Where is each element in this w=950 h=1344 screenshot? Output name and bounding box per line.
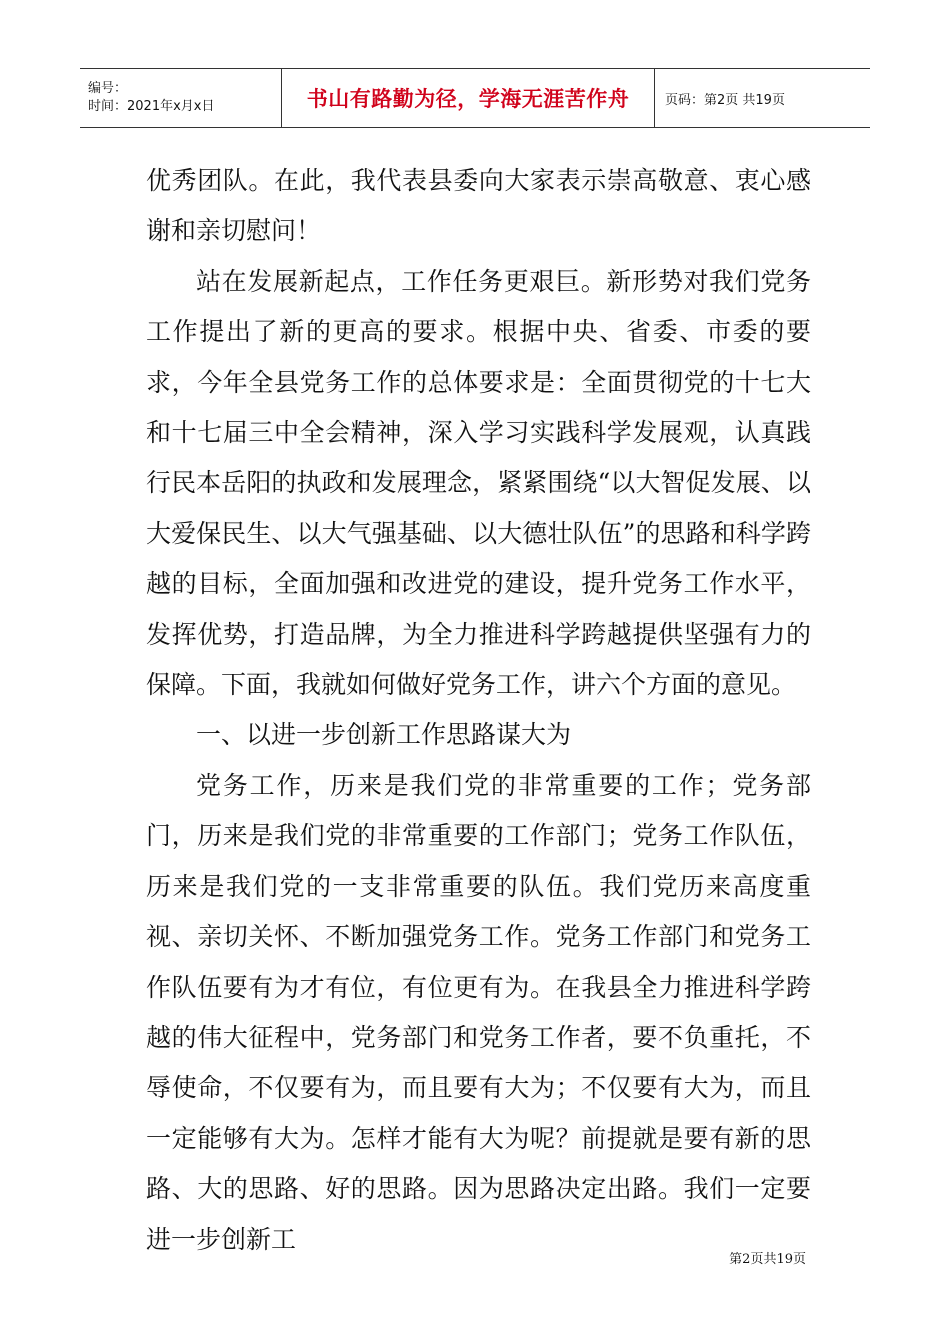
date-label: 时间：2021年x月x日	[88, 99, 215, 114]
section-heading: 一、以进一步创新工作思路谋大为	[196, 720, 572, 750]
page-footer: 第2页共19页	[729, 1252, 806, 1267]
serial-number-label: 编号：	[88, 81, 128, 96]
header-motto-cell	[282, 69, 655, 127]
paragraph: 党务工作，历来是我们党的非常重要的工作；党务部门，历来是我们党的非常重要的工作部门；党务工作队伍，历来是我们党的一支非常重要的队伍。我们党历来高度重视、亲切关怀、不断加强党务工作。党务工作部门和党务工作队伍要有为才有位，有位更有为。在我县全力推进科学跨越的伟大征程中，党务部门和党务工作者，要不负重托，不辱使命，不仅要有为，而且要有大为；不仅要有大为，而且一定能够有大为。怎样才能有大为呢？前提就是要有新的思路、大的思路、好的思路。因为思路决定出路。我们一定要进一步创新工	[146, 770, 811, 1254]
paragraph: 站在发展新起点，工作任务更艰巨。新形势对我们党务工作提出了新的更高的要求。根据中央、省委、市委的要求，今年全县党务工作的总体要求是：全面贯彻党的十七大和十七届三中全会精神，深入学习实践科学发展观，认真践行民本岳阳的执政和发展理念，紧紧围绕“以大智促发展、以大爱保民生、以大气强基础、以大德壮队伍”的思路和科学跨越的目标，全面加强和改进党的建设，提升党务工作水平，发挥优势，打造品牌，为全力推进科学跨越提供坚强有力的保障。下面，我就如何做好党务工作，讲六个方面的意见。	[146, 266, 811, 700]
header-page-cell	[655, 69, 870, 127]
header-meta	[80, 69, 282, 127]
header-motto: 书山有路勤为径，学海无涯苦作舟	[306, 87, 630, 111]
paragraph-continuation: 优秀团队。在此，我代表县委向大家表示崇高敬意、衷心感谢和亲切慰问！	[146, 166, 811, 246]
page-header	[80, 68, 870, 128]
header-page-number: 页码：第2页 共19页	[665, 92, 785, 108]
document-body	[146, 156, 811, 1265]
